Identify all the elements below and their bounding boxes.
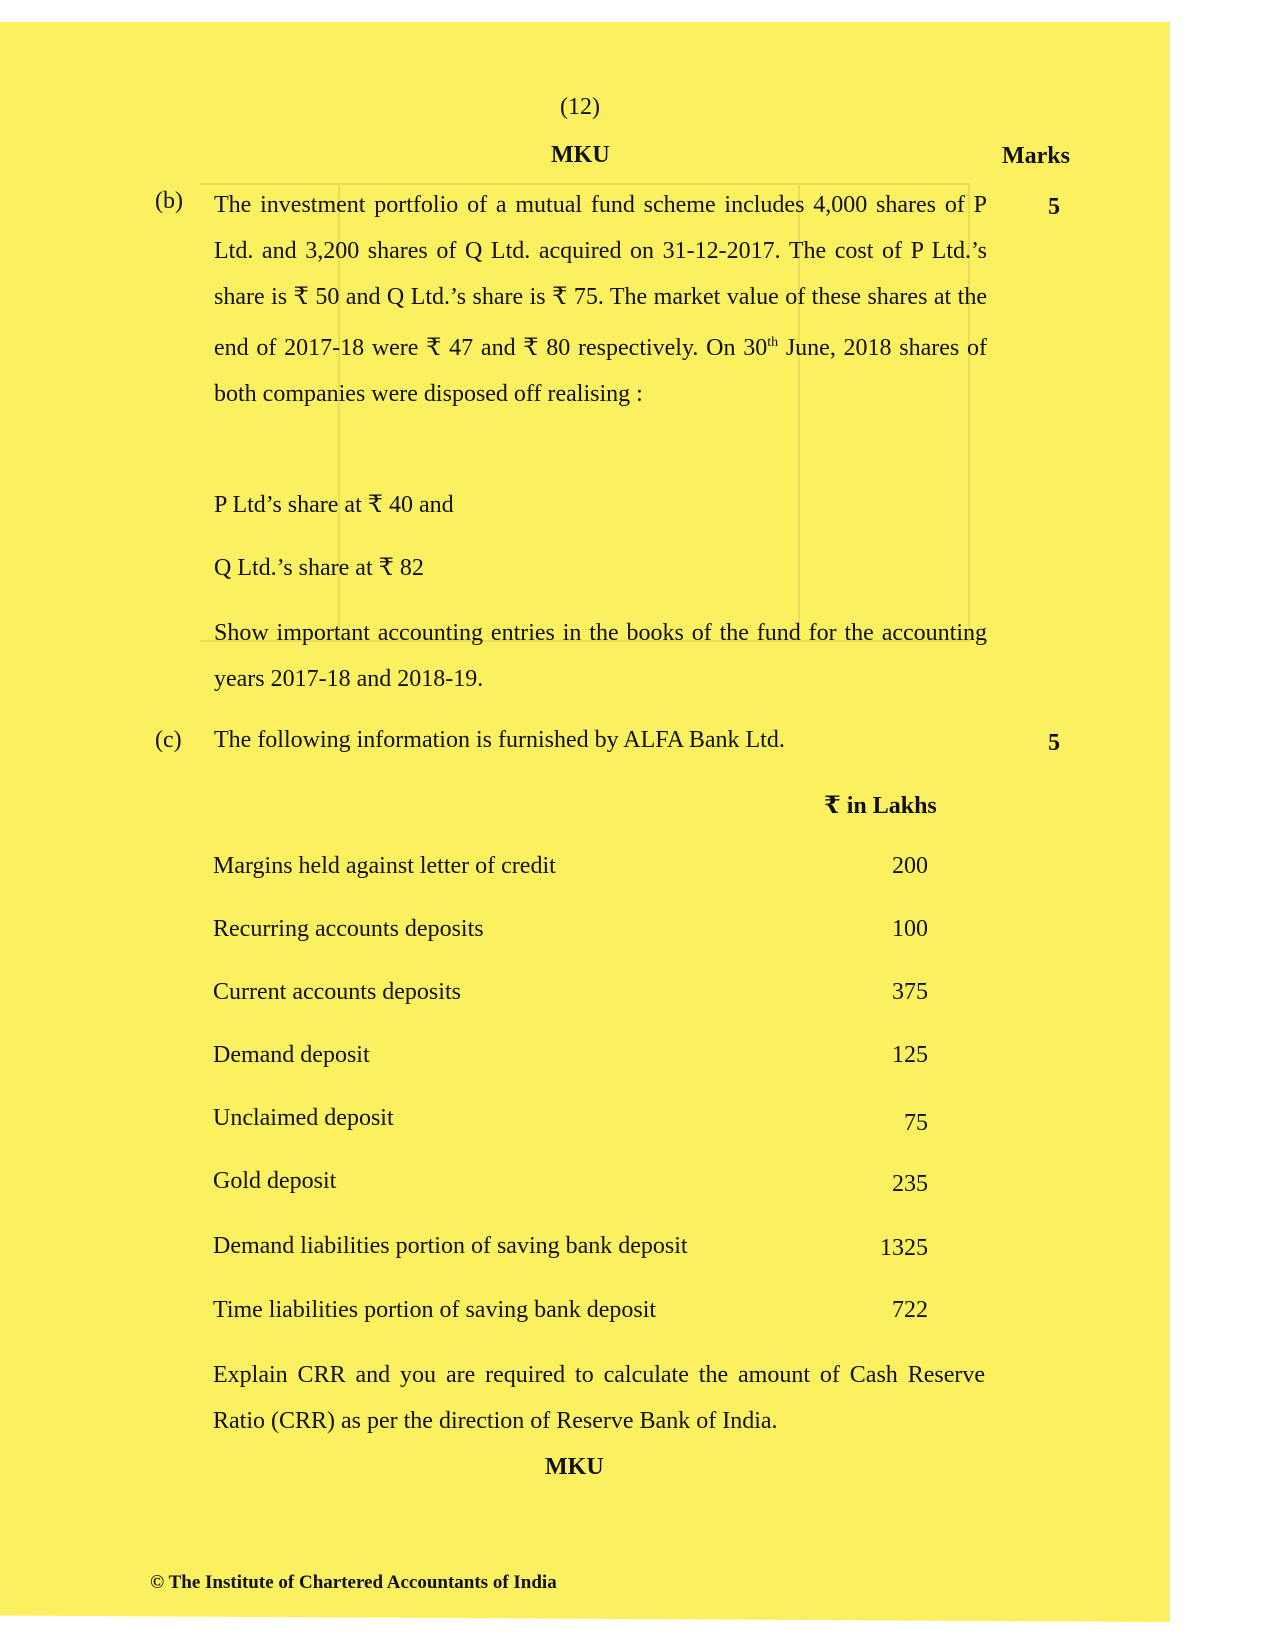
question-c-label: (c) (155, 727, 182, 753)
question-b-q-ltd-line: Q Ltd.’s share at ₹ 82 (214, 555, 424, 581)
question-b-marks: 5 (1048, 194, 1060, 220)
question-c-instruction: Explain CRR and you are required to calculate the amount of Cash Reserve Ratio (CRR) as per the direction of Reserve Bank of India. (213, 1362, 985, 1434)
table-row-label: Gold deposit (213, 1168, 337, 1194)
table-row-label: Unclaimed deposit (213, 1105, 394, 1131)
page-header-mku: MKU (551, 142, 610, 168)
table-row-label: Demand deposit (213, 1042, 370, 1068)
table-row-label: Margins held against letter of credit (213, 853, 556, 879)
copyright-footer: © The Institute of Chartered Accountants of India (150, 1572, 557, 1593)
superscript-th: th (767, 335, 779, 350)
table-row-value: 722 (892, 1297, 928, 1323)
page-footer-mku: MKU (545, 1454, 604, 1480)
table-row-value: 125 (892, 1042, 928, 1068)
table-row-label: Demand liabilities portion of saving bank deposit (213, 1233, 688, 1259)
table-row-value: 235 (892, 1171, 928, 1197)
unit-header: ₹ in Lakhs (824, 793, 937, 819)
table-row-label: Current accounts deposits (213, 979, 461, 1005)
question-c-marks: 5 (1048, 730, 1060, 756)
marks-column-header: Marks (1002, 143, 1070, 169)
question-b-p-ltd-line: P Ltd’s share at ₹ 40 and (214, 492, 454, 518)
question-c-intro: The following information is furnished by ALFA Bank Ltd. (214, 727, 785, 753)
table-row-value: 200 (892, 853, 928, 879)
table-row-label: Time liabilities portion of saving bank deposit (213, 1297, 657, 1323)
table-row-value: 1325 (880, 1235, 928, 1261)
table-row-label: Recurring accounts deposits (213, 916, 484, 942)
page-number: (12) (560, 94, 600, 120)
question-b-text: The investment portfolio of a mutual fund scheme includes 4,000 shares of P Ltd. and 3,200 shares of Q Ltd. acquired on 31-12-2017. The cost of P Ltd.’s share is ₹ 50 and Q Ltd.’s share is ₹ 75. The market value of these shares at the end of 2017-18 were ₹ 47 and ₹ 80 respectively. On 30th June, 2018 shares of both companies were disposed off realising : (214, 192, 987, 407)
table-row-value: 100 (892, 916, 928, 942)
question-b-instruction: Show important accounting entries in the books of the fund for the accounting years 2017-18 and 2018-19. (214, 620, 987, 692)
table-row-value: 375 (892, 979, 928, 1005)
question-b-label: (b) (155, 188, 183, 214)
table-row-value: 75 (904, 1110, 928, 1136)
